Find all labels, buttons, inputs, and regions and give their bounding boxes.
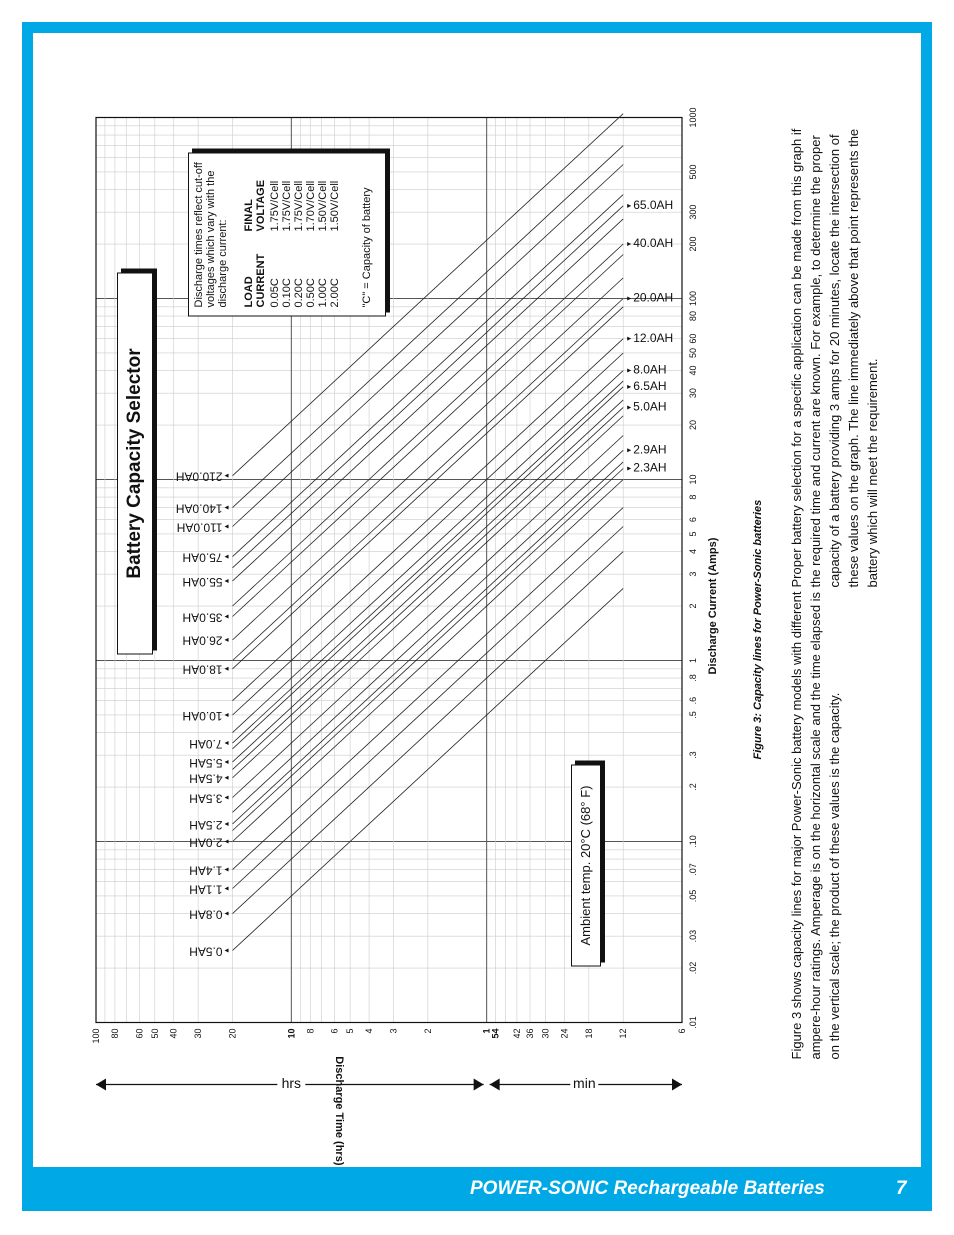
series-label: 4.5AH	[189, 771, 223, 786]
x-tick-label: .3	[688, 751, 698, 759]
footer-title: POWER-SONIC Rechargeable Batteries	[470, 1178, 825, 1199]
x-tick-label: 100	[688, 290, 698, 307]
series-label-arrow	[225, 886, 229, 890]
series-label: 18.0AH	[182, 662, 223, 677]
y-tick-label-min: 54	[490, 1028, 501, 1039]
min-arrow-bottom	[672, 1079, 682, 1091]
series-label-arrow	[225, 760, 229, 764]
series-label: 1.4AH	[189, 863, 223, 878]
series-label: 2.3AH	[633, 460, 667, 475]
y-tick-label-hrs: 50	[149, 1028, 160, 1039]
series-label-arrow	[225, 822, 229, 826]
y-tick-label-hrs: 8	[305, 1028, 316, 1034]
y-tick-label-hrs: 80	[109, 1028, 120, 1039]
x-tick-label: 1	[688, 657, 698, 664]
header-final: FINAL	[243, 199, 255, 232]
series-label: 1.1AH	[189, 882, 223, 897]
final-voltage: 1.75V/Cell	[281, 180, 293, 232]
cutoff-table-rows	[269, 158, 341, 308]
series-label: 10.0AH	[182, 708, 223, 723]
hrs-scale-label: hrs	[281, 1075, 302, 1092]
series-label-arrow	[225, 555, 229, 559]
x-tick-label: .02	[688, 961, 698, 975]
x-tick-label: 1000	[688, 107, 698, 128]
min-scale-label: min	[573, 1075, 596, 1092]
x-tick-label: .8	[688, 674, 698, 682]
ambient-temp-box	[571, 765, 601, 967]
x-tick-label: .5	[688, 711, 698, 719]
series-label: 2.0AH	[189, 835, 223, 850]
min-arrow-top	[490, 1079, 500, 1091]
x-tick-label: 50	[688, 347, 698, 358]
y-tick-label-hrs: 1	[481, 1028, 492, 1034]
y-tick-label-hrs: 60	[134, 1028, 145, 1039]
series-label: 35.0AH	[182, 610, 223, 625]
y-tick-label-hrs: 100	[91, 1028, 101, 1044]
x-tick-label: 60	[688, 333, 698, 344]
series-label-arrow	[225, 579, 229, 583]
series-label-arrow	[225, 506, 229, 510]
y-tick-label-min: 30	[540, 1028, 551, 1039]
chart-title: Battery Capacity Selector	[124, 348, 145, 579]
x-tick-label: 6	[688, 517, 698, 523]
y-tick-label-hrs: 40	[168, 1028, 179, 1039]
series-label: 5.5AH	[189, 755, 223, 770]
x-tick-label: .03	[688, 929, 698, 943]
x-tick-label: .01	[688, 1016, 698, 1029]
y-tick-label-hrs: 10	[286, 1028, 297, 1039]
selection-paragraph: Proper battery selection for a specific application can be made from this graph if the required time and current are known. For example, to determine the proper capacity of a battery providing 3 amps for 20 minutes, locate the intersection of these values on the graph. The line immediately above that point represents the battery which will meet the requirement.	[789, 128, 880, 588]
y-tick-label-hrs: 6	[329, 1028, 340, 1034]
series-label: 0.5AH	[189, 944, 223, 959]
x-tick-label: 8	[688, 494, 698, 500]
series-label-arrow	[627, 369, 631, 373]
load-current: 0.10C	[281, 278, 293, 308]
x-tick-label: 500	[688, 164, 698, 180]
series-label-arrow	[225, 868, 229, 872]
series-label: 2.9AH	[633, 442, 667, 457]
series-label: 12.0AH	[633, 330, 674, 345]
cutoff-voltage-legend	[188, 153, 386, 317]
series-label-arrow	[627, 385, 631, 389]
load-current: 0.05C	[269, 278, 281, 308]
table-row	[305, 158, 317, 308]
header-voltage: VOLTAGE	[255, 179, 267, 232]
series-label: 8.0AH	[633, 362, 667, 377]
y-axis-title: Discharge Time (hrs)	[333, 1056, 345, 1166]
series-label-arrow	[225, 474, 229, 478]
x-tick-label: 40	[688, 365, 698, 376]
series-label-arrow	[627, 448, 631, 452]
series-label: 65.0AH	[633, 198, 674, 213]
final-voltage: 1.70V/Cell	[305, 180, 317, 232]
x-tick-label: 80	[688, 311, 698, 322]
series-label-arrow	[225, 912, 229, 916]
table-row	[269, 158, 281, 308]
x-tick-label: .10	[688, 835, 698, 848]
series-label-arrow	[225, 741, 229, 745]
header-load: LOAD	[243, 276, 255, 308]
series-label: 6.5AH	[633, 379, 667, 394]
page-number: 7	[896, 1178, 907, 1199]
series-label: 20.0AH	[633, 290, 674, 305]
series-label: 26.0AH	[182, 633, 223, 648]
chart-title-box	[117, 273, 153, 655]
x-tick-label: 20	[688, 420, 698, 431]
series-label-arrow	[627, 405, 631, 409]
series-label: 40.0AH	[633, 236, 674, 251]
ambient-temp-label: Ambient temp. 20°C (68° F)	[578, 785, 593, 946]
series-label-arrow	[225, 713, 229, 717]
series-label: 0.8AH	[189, 907, 223, 922]
intro-paragraph: Figure 3 shows capacity lines for major Power-Sonic battery models with different ampere-hour ratings. Amperage is on the horizontal scale and the time elapsed is on the vertical scale; the product of these values is the capacity.	[789, 591, 842, 1060]
x-tick-label: 2	[688, 603, 698, 609]
series-label: 55.0AH	[182, 574, 223, 589]
y-tick-label-min: 24	[559, 1028, 570, 1039]
series-label-arrow	[627, 204, 631, 208]
y-tick-label-min: 6	[677, 1028, 687, 1034]
capacity-definition: "C" = Capacity of battery	[361, 187, 373, 308]
series-label: 140.0AH	[175, 501, 223, 516]
load-current: 1.00C	[317, 278, 329, 308]
y-tick-label-hrs: 3	[388, 1028, 399, 1034]
table-row	[317, 158, 329, 308]
series-label-arrow	[225, 615, 229, 619]
series-label-arrow	[225, 638, 229, 642]
series-label-arrow	[225, 948, 229, 952]
x-tick-label: 300	[688, 204, 698, 220]
x-tick-label: .6	[688, 696, 698, 705]
y-tick-label-hrs: 2	[422, 1028, 433, 1034]
x-axis-title: Discharge Current (Amps)	[707, 537, 719, 675]
series-label-arrow	[225, 524, 229, 528]
table-row	[329, 158, 341, 308]
y-tick-label-hrs: 4	[364, 1028, 375, 1034]
x-tick-label: 3	[688, 571, 698, 577]
y-tick-label-hrs: 20	[227, 1028, 238, 1039]
header-current: CURRENT	[255, 253, 267, 308]
table-row	[281, 158, 293, 308]
series-label: 5.0AH	[633, 399, 667, 414]
x-tick-label: 5	[688, 531, 698, 537]
y-tick-label-min: 36	[525, 1028, 536, 1039]
x-tick-label: 200	[688, 236, 698, 252]
series-label: 110.0AH	[176, 520, 223, 535]
x-tick-label: .2	[688, 783, 698, 791]
load-current: 0.50C	[305, 278, 317, 308]
final-voltage: 1.75V/Cell	[269, 180, 281, 232]
series-label: 3.5AH	[189, 791, 223, 806]
series-label-arrow	[627, 467, 631, 471]
y-tick-label-min: 12	[618, 1028, 629, 1039]
y-tick-label-min: 18	[583, 1028, 594, 1039]
y-tick-label-hrs: 5	[345, 1028, 356, 1034]
series-label-arrow	[225, 776, 229, 780]
hrs-arrow-bottom	[474, 1079, 484, 1091]
x-tick-label: 4	[688, 549, 698, 555]
cutoff-note: Discharge times reflect cut-off voltages which vary with the discharge current:	[193, 162, 229, 308]
hrs-arrow-top	[96, 1079, 106, 1091]
series-label-arrow	[225, 667, 229, 671]
load-current: 2.00C	[329, 278, 341, 308]
x-tick-label: .05	[688, 889, 698, 903]
final-voltage: 1.50V/Cell	[317, 180, 329, 232]
x-tick-label: 30	[688, 388, 698, 399]
series-label-arrow	[225, 840, 229, 844]
final-voltage: 1.75V/Cell	[293, 180, 305, 232]
series-label: 210.0AH	[175, 469, 223, 484]
x-tick-label: .07	[688, 863, 698, 876]
y-tick-label-hrs: 30	[193, 1028, 204, 1039]
x-tick-label: 10	[688, 474, 698, 485]
y-tick-label-min: 42	[511, 1028, 522, 1039]
series-label-arrow	[225, 796, 229, 800]
series-label-arrow	[627, 242, 631, 246]
series-label: 75.0AH	[182, 550, 223, 565]
figure-caption: Figure 3: Capacity lines for Power-Sonic batteries	[752, 499, 764, 760]
table-row	[293, 158, 305, 308]
series-label: 2.5AH	[189, 817, 223, 832]
series-label-arrow	[627, 337, 631, 341]
final-voltage: 1.50V/Cell	[329, 180, 341, 232]
series-label: 7.0AH	[189, 736, 223, 751]
load-current: 0.20C	[293, 278, 305, 308]
series-label-arrow	[627, 297, 631, 301]
